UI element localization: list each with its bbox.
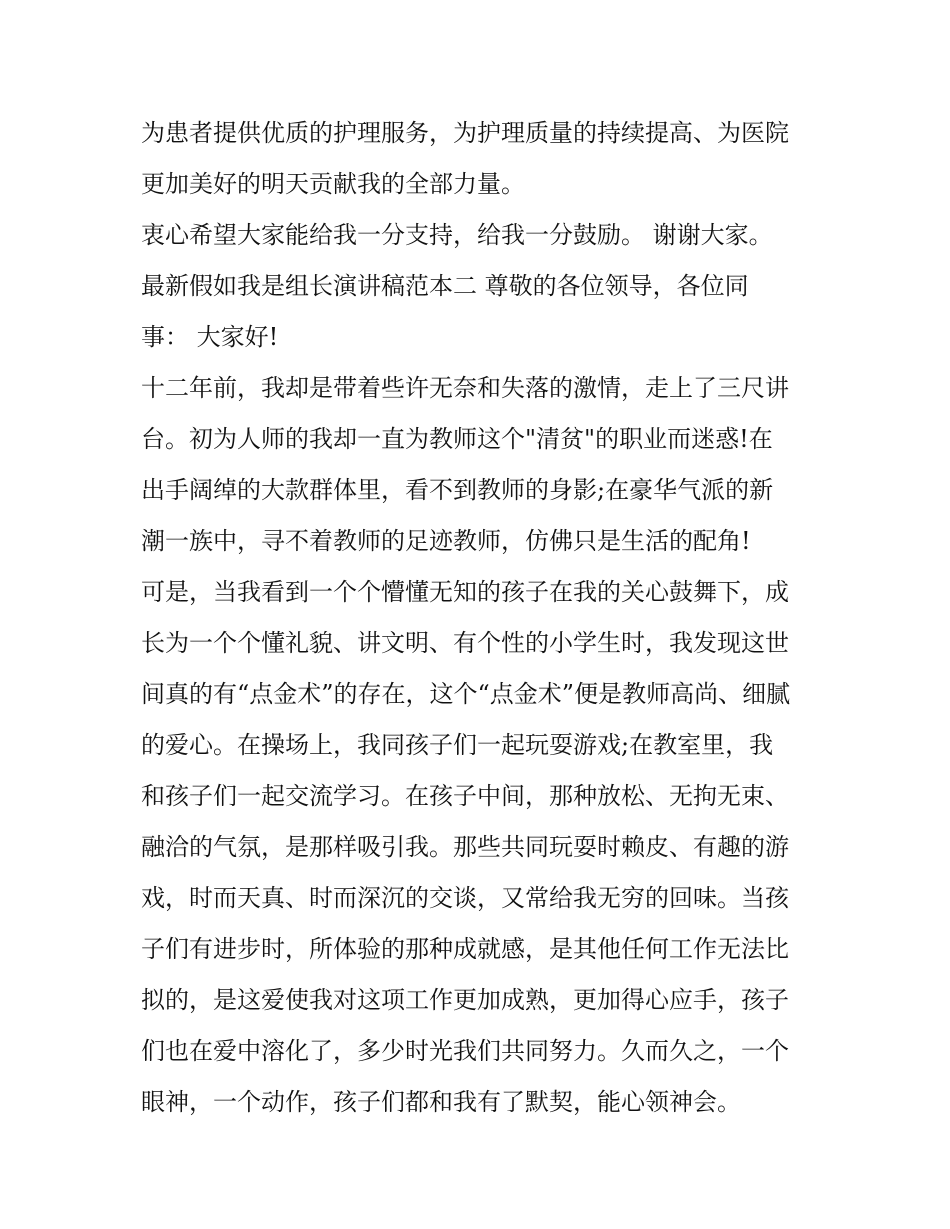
text-line: 们也在爱中溶化了，多少时光我们共同努力。久而久之，一个 xyxy=(141,1037,789,1065)
text-line: 潮一族中，寻不着教师的足迹教师，仿佛只是生活的配角! xyxy=(141,527,751,555)
text-line: 事： 大家好! xyxy=(141,323,279,351)
text-line: 出手阔绰的大款群体里，看不到教师的身影;在豪华气派的新 xyxy=(141,476,774,504)
text-line: 可是，当我看到一个个懵懂无知的孩子在我的关心鼓舞下，成 xyxy=(141,578,789,606)
text-line: 长为一个个懂礼貌、讲文明、有个性的小学生时，我发现这世 xyxy=(141,629,789,657)
text-line: 子们有进步时，所体验的那种成就感，是其他任何工作无法比 xyxy=(141,935,789,963)
text-line: 的爱心。在操场上，我同孩子们一起玩耍游戏;在教室里，我 xyxy=(141,731,774,759)
text-line: 最新假如我是组长演讲稿范本二 尊敬的各位领导，各位同 xyxy=(141,272,749,300)
text-line: 台。初为人师的我却一直为教师这个"清贫"的职业而迷惑!在 xyxy=(141,425,773,453)
text-line: 和孩子们一起交流学习。在孩子中间，那种放松、无拘无束、 xyxy=(141,782,789,810)
text-line: 拟的，是这爱使我对这项工作更加成熟，更加得心应手，孩子 xyxy=(141,986,789,1014)
text-line: 融洽的气氛，是那样吸引我。那些共同玩耍时赖皮、有趣的游 xyxy=(141,833,789,861)
text-line: 眼神，一个动作，孩子们都和我有了默契，能心领神会。 xyxy=(141,1088,741,1116)
speech-body-text xyxy=(141,108,821,1128)
text-line: 为患者提供优质的护理服务，为护理质量的持续提高、为医院 xyxy=(141,119,789,147)
text-line: 更加美好的明天贡献我的全部力量。 xyxy=(141,170,525,198)
text-line: 衷心希望大家能给我一分支持，给我一分鼓励。 谢谢大家。 xyxy=(141,221,773,249)
text-line: 戏，时而天真、时而深沉的交谈，又常给我无穷的回味。当孩 xyxy=(141,884,789,912)
text-line: 十二年前，我却是带着些许无奈和失落的激情，走上了三尺讲 xyxy=(141,374,789,402)
text-line: 间真的有“点金术”的存在，这个“点金术”便是教师高尚、细腻 xyxy=(141,680,791,708)
